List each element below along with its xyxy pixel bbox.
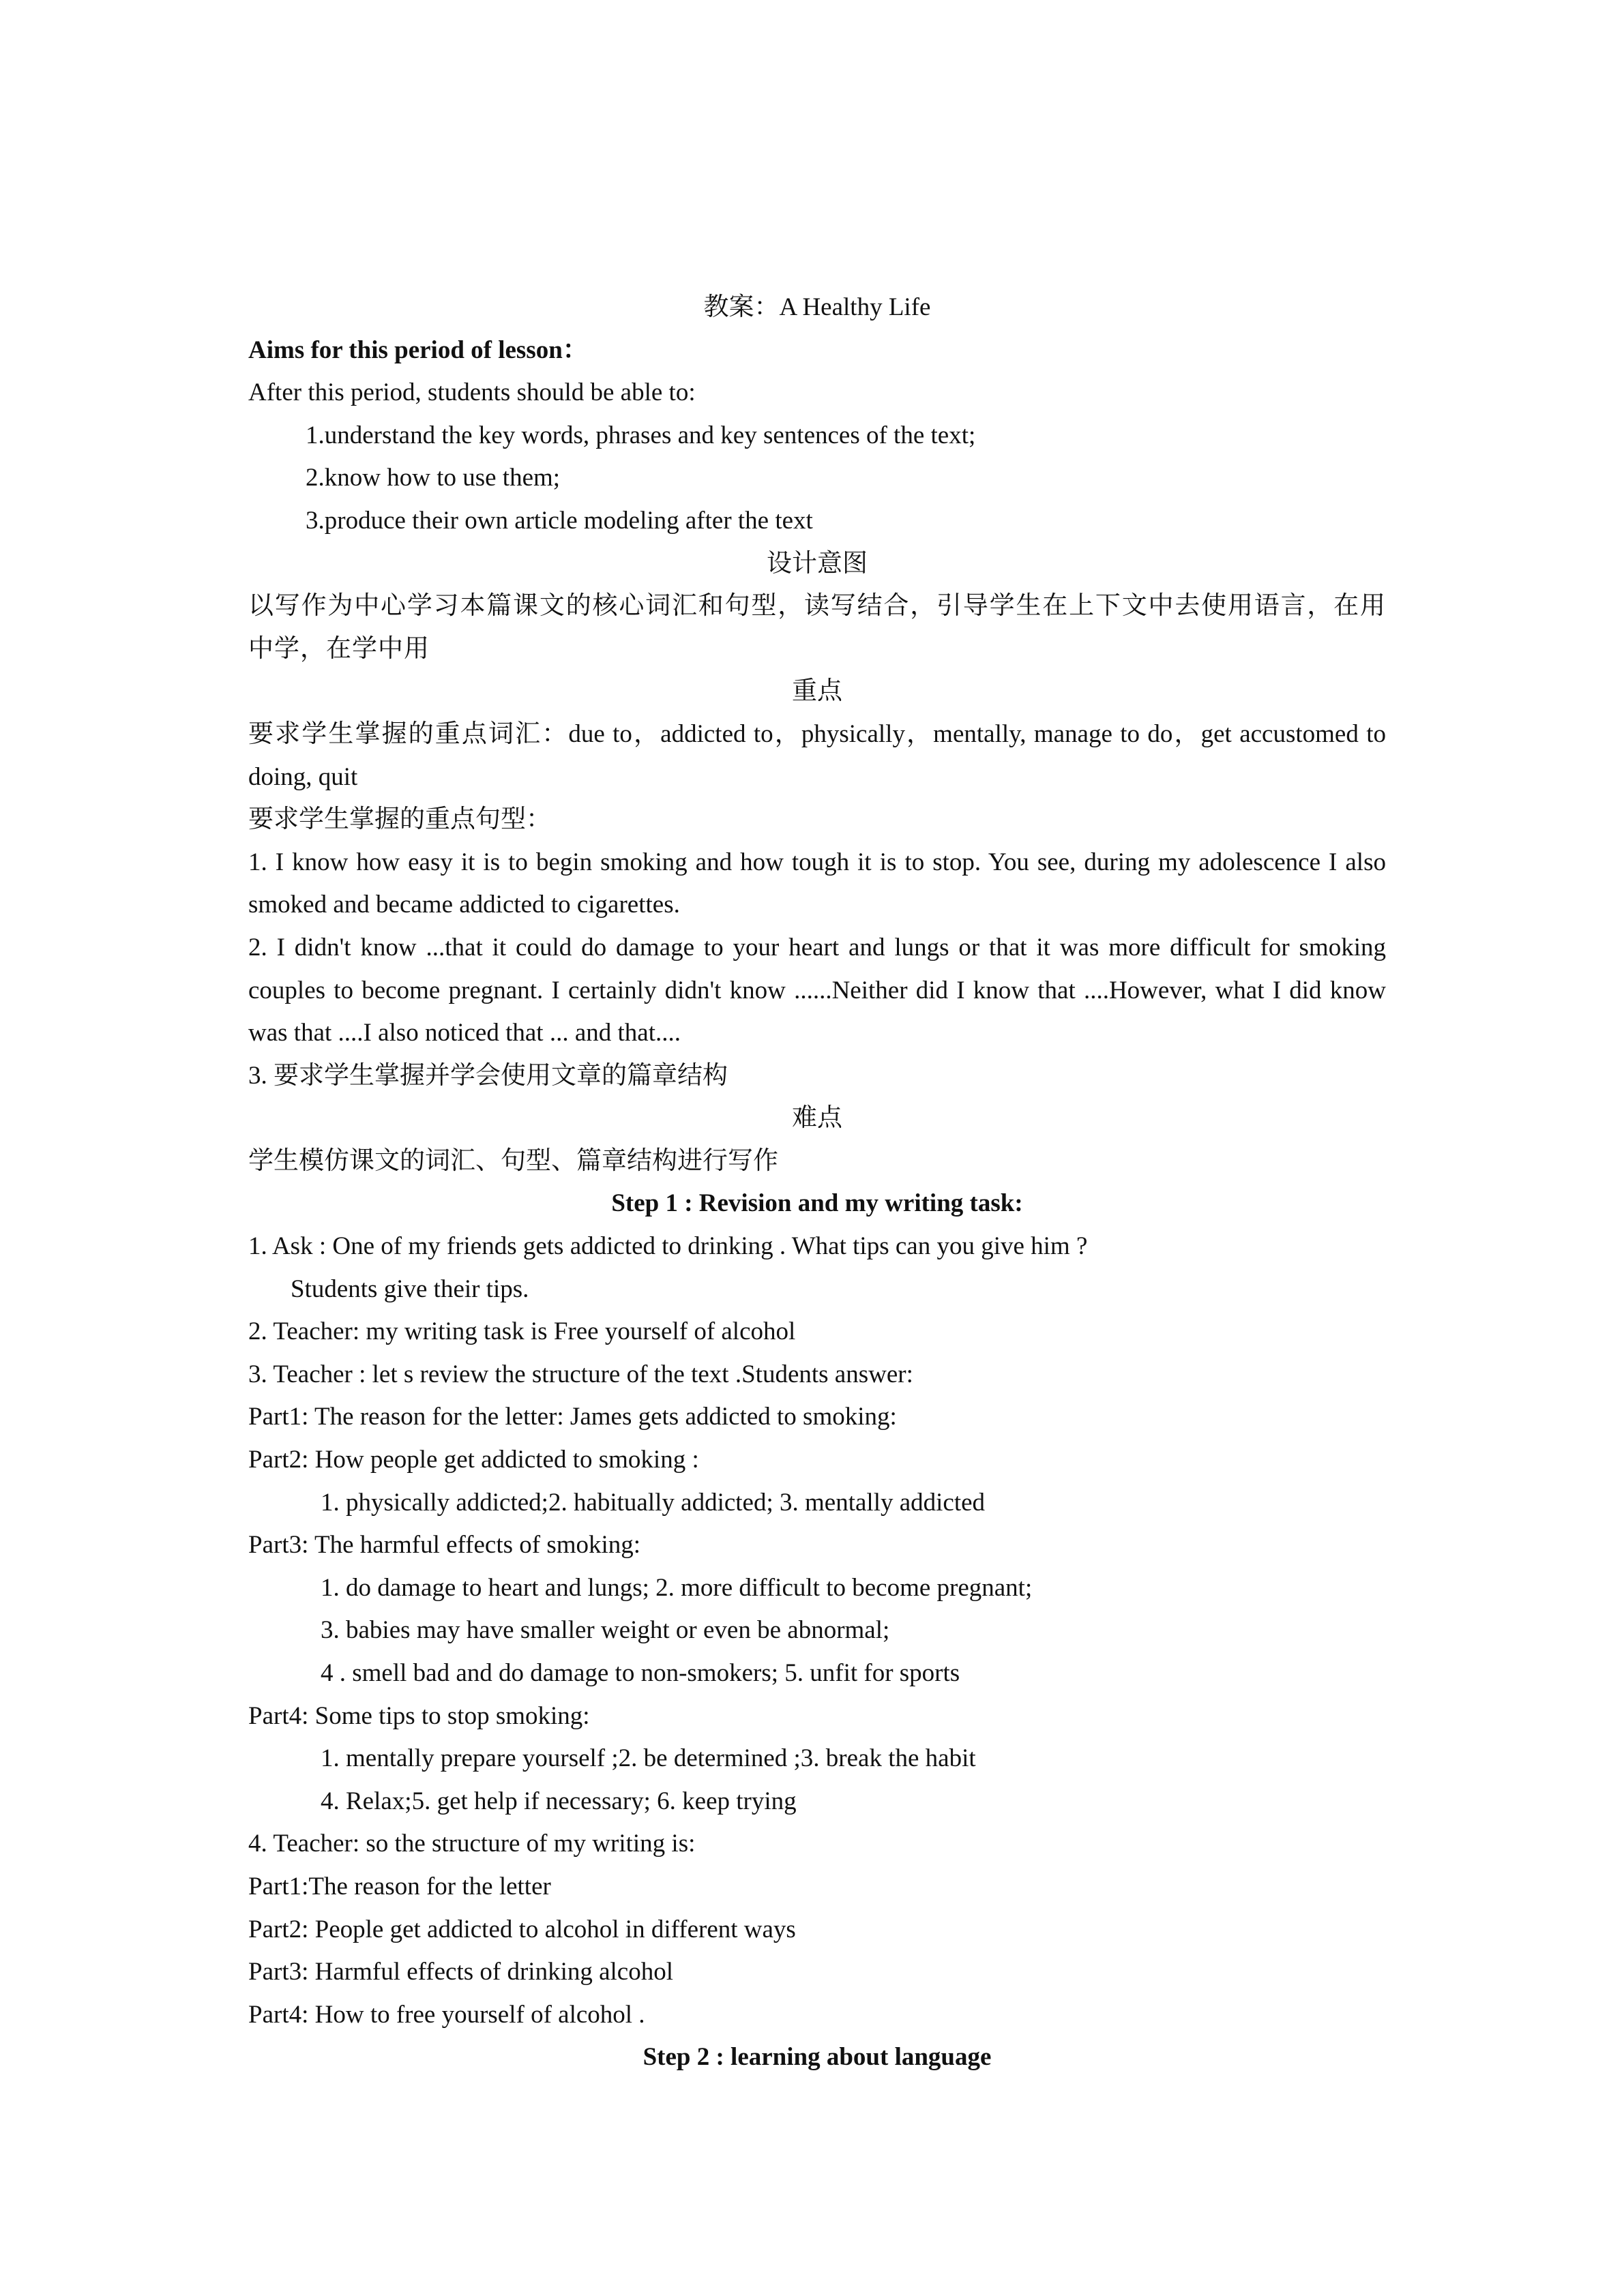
step1-line: Part3: The harmful effects of smoking:	[248, 1531, 641, 1560]
step1-line: 1. mentally prepare yourself ;2. be determined ;3. break the habit	[321, 1744, 976, 1773]
step1-line: Part1:The reason for the letter	[248, 1872, 551, 1900]
step1-line: 1. Ask : One of my friends gets addicted to drinking . What tips can you give him ?	[248, 1232, 1088, 1261]
step1-line: Part2: People get addicted to alcohol in different ways	[248, 1915, 796, 1943]
step1-line: Part1: The reason for the letter: James gets addicted to smoking:	[248, 1403, 897, 1431]
step1-line: Part4: How to free yourself of alcohol .	[248, 2000, 645, 2029]
step1-line: 3. babies may have smaller weight or even be abnormal;	[321, 1616, 890, 1645]
key-pattern-item: 1. I know how easy it is to begin smoking and how tough it is to stop. You see, during my adolescence I also smoked and became addicted to cigarettes.	[248, 848, 1386, 919]
step1-line: 4. Relax;5. get help if necessary; 6. keep trying	[321, 1787, 797, 1815]
step1-line: Part4: Some tips to stop smoking:	[248, 1701, 590, 1730]
step1-line: Students give their tips.	[291, 1274, 529, 1303]
step2-heading: Step 2 : learning about language	[643, 2043, 992, 2072]
step1-line: 1. physically addicted;2. habitually addicted; 3. mentally addicted	[321, 1488, 986, 1517]
key-pattern-item: 2. I didn't know ...that it could do damage to your heart and lungs or that it was more difficult for smoking couples to become pregnant. I certainly didn't know ......Neither did I know that ....However, what I did know was that ....I also noticed that ... and that....	[248, 933, 1386, 1047]
step1-line: 3. Teacher : let s review the structure of the text .Students answer:	[248, 1360, 913, 1388]
difficult-text: 学生模仿课文的词汇、句型、篇章结构进行写作	[248, 1146, 778, 1175]
aims-item: 1.understand the key words, phrases and key sentences of the text;	[306, 421, 976, 449]
step1-line: 2. Teacher: my writing task is Free yourself of alcohol	[248, 1317, 796, 1346]
aims-item: 3.produce their own article modeling after the text	[306, 506, 813, 535]
design-heading: 设计意图	[767, 549, 868, 578]
step1-line: 4. Teacher: so the structure of my writing is:	[248, 1830, 696, 1858]
step1-line: 1. do damage to heart and lungs; 2. more difficult to become pregnant;	[321, 1573, 1033, 1602]
step1-line: Part3: Harmful effects of drinking alcohol	[248, 1958, 674, 1986]
step1-heading: Step 1 : Revision and my writing task:	[611, 1189, 1023, 1218]
document-title: 教案：A Healthy Life	[703, 293, 931, 321]
design-text: 以写作为中心学习本篇课文的核心词汇和句型，读写结合，引导学生在上下文中去使用语言，在用中学，在学中用	[248, 592, 1386, 663]
aims-heading: Aims for this period of lesson：	[248, 336, 588, 364]
key-points-heading: 重点	[792, 677, 842, 706]
aims-item: 2.know how to use them;	[306, 464, 561, 492]
difficult-heading: 难点	[792, 1104, 842, 1133]
document-page	[248, 286, 1386, 2079]
key-pattern-item: 3. 要求学生掌握并学会使用文章的篇章结构	[248, 1061, 728, 1090]
step1-line: Part2: How people get addicted to smoking :	[248, 1446, 699, 1474]
key-patterns-label: 要求学生掌握的重点句型：	[248, 805, 551, 834]
step1-line: 4 . smell bad and do damage to non-smokers; 5. unfit for sports	[321, 1659, 960, 1687]
key-vocab-text: 要求学生掌握的重点词汇：due to，addicted to，physically，mentally, manage to do，get accustomed to doing, quit	[248, 719, 1386, 791]
aims-intro: After this period, students should be able to:	[248, 378, 696, 407]
